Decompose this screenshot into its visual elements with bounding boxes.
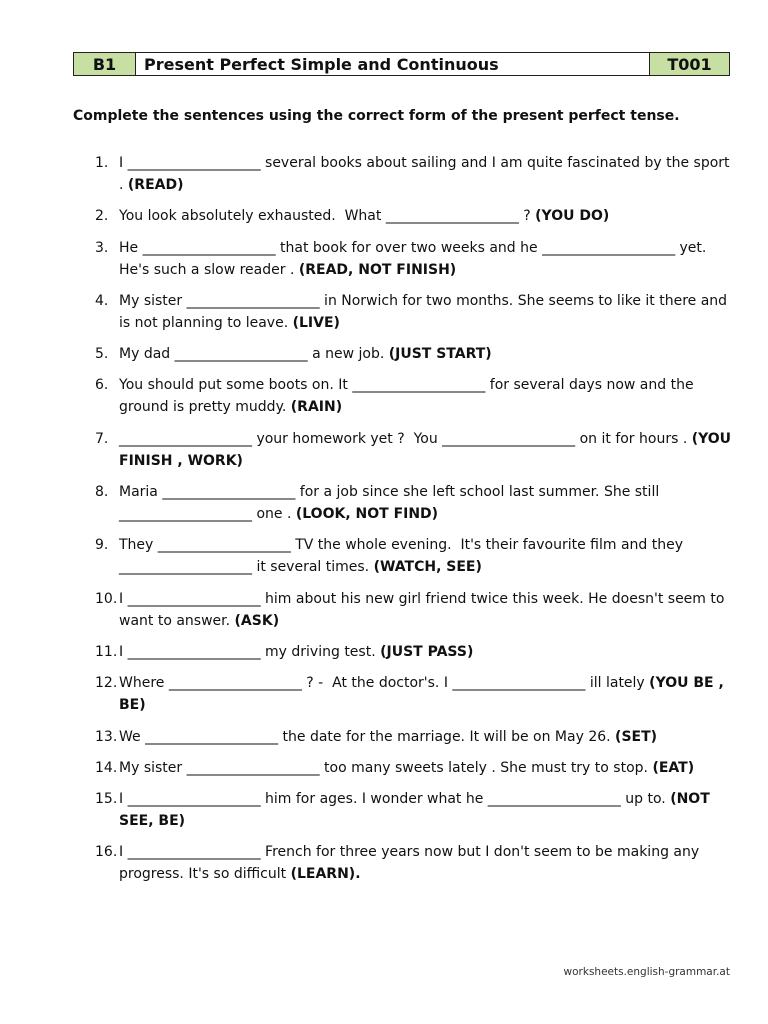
exercise-list xyxy=(73,152,738,895)
item-text: You should put some boots on. It ___________________ for several days now and the ground is pretty muddy. xyxy=(119,377,699,416)
item-text: I ___________________ him for ages. I wonder what he ___________________ up to. xyxy=(119,791,666,808)
exercise-item xyxy=(73,481,738,525)
item-number: 9. xyxy=(95,537,109,554)
level-cell: B1 xyxy=(74,53,136,75)
item-text: We ___________________ the date for the marriage. It will be on May 26. xyxy=(119,728,611,745)
exercise-item xyxy=(73,428,738,472)
item-hint: (SET) xyxy=(615,728,658,745)
exercise-item xyxy=(73,374,738,418)
item-text: I ___________________ several books about sailing and I am quite fascinated by the sport . xyxy=(119,155,734,193)
footer-source: worksheets.english-grammar.at xyxy=(563,966,730,978)
item-number: 14. xyxy=(95,759,118,776)
item-text: You look absolutely exhausted. What ___________________ ? xyxy=(119,208,531,225)
item-hint: (JUST PASS) xyxy=(380,643,474,660)
worksheet-title: Present Perfect Simple and Continuous xyxy=(136,53,650,75)
item-hint: (READ, NOT FINISH) xyxy=(298,261,457,278)
item-text: My sister ___________________ in Norwich for two months. She seems to like it there and is not planning to leave. xyxy=(119,292,732,331)
item-hint: (EAT) xyxy=(652,759,695,776)
exercise-item xyxy=(73,534,738,578)
item-number: 3. xyxy=(95,239,109,256)
item-text: Maria ___________________ for a job since she left school last summer. She still ___________________ one . xyxy=(119,484,664,523)
exercise-item xyxy=(73,641,738,663)
item-hint: (YOU FINISH , WORK) xyxy=(119,430,732,469)
worksheet-code: T001 xyxy=(667,54,712,74)
item-text: My sister ___________________ too many sweets lately . She must try to stop. xyxy=(119,759,648,776)
exercise-item xyxy=(73,788,738,832)
worksheet-header xyxy=(73,52,730,76)
item-number: 12. xyxy=(95,675,118,692)
item-hint: (LIVE) xyxy=(292,314,340,331)
item-text: I ___________________ him about his new girl friend twice this week. He doesn't seem to want to answer. xyxy=(119,590,729,629)
item-text: I ___________________ my driving test. xyxy=(119,643,376,660)
item-number: 11. xyxy=(95,643,118,660)
item-text: My dad ___________________ a new job. xyxy=(119,346,385,363)
item-hint: (RAIN) xyxy=(290,399,343,416)
exercise-item xyxy=(73,237,738,281)
item-number: 7. xyxy=(95,430,109,447)
item-number: 6. xyxy=(95,377,109,394)
item-hint: (NOT SEE, BE) xyxy=(119,791,710,830)
exercise-item xyxy=(73,343,738,365)
item-hint: (READ) xyxy=(127,177,184,193)
item-number: 16. xyxy=(95,844,118,861)
exercise-item xyxy=(73,205,738,227)
exercise-item xyxy=(73,588,738,632)
item-hint: (WATCH, SEE) xyxy=(373,559,482,576)
item-text: He ___________________ that book for over two weeks and he ___________________ yet. He's such a slow reader . xyxy=(119,239,711,278)
exercise-item xyxy=(73,841,738,885)
item-number: 8. xyxy=(95,484,109,501)
item-number: 4. xyxy=(95,292,109,309)
item-text: ___________________ your homework yet ? You ___________________ on it for hours . xyxy=(119,430,688,447)
item-number: 2. xyxy=(95,208,109,225)
item-hint: (JUST START) xyxy=(388,346,492,363)
exercise-item xyxy=(73,672,738,716)
item-hint: (LEARN). xyxy=(290,866,361,883)
item-number: 1. xyxy=(95,155,109,171)
item-text: They ___________________ TV the whole evening. It's their favourite film and they ___________________ it several times. xyxy=(119,537,688,576)
exercise-item xyxy=(73,757,738,779)
exercise-item xyxy=(73,726,738,748)
exercise-item xyxy=(73,152,738,196)
item-hint: (ASK) xyxy=(234,612,280,629)
item-text: I ___________________ French for three years now but I don't seem to be making any progress. It's so difficult xyxy=(119,844,704,883)
item-number: 13. xyxy=(95,728,118,745)
instruction: Complete the sentences using the correct form of the present perfect tense. xyxy=(73,108,680,124)
item-text: Where ___________________ ? - At the doctor's. I ___________________ ill lately xyxy=(119,675,645,692)
item-hint: (YOU BE , BE) xyxy=(119,675,724,714)
item-number: 5. xyxy=(95,346,109,363)
item-hint: (YOU DO) xyxy=(535,208,610,225)
item-hint: (LOOK, NOT FIND) xyxy=(295,506,439,523)
item-number: 10. xyxy=(95,590,118,607)
exercise-item xyxy=(73,290,738,334)
item-number: 15. xyxy=(95,791,118,808)
